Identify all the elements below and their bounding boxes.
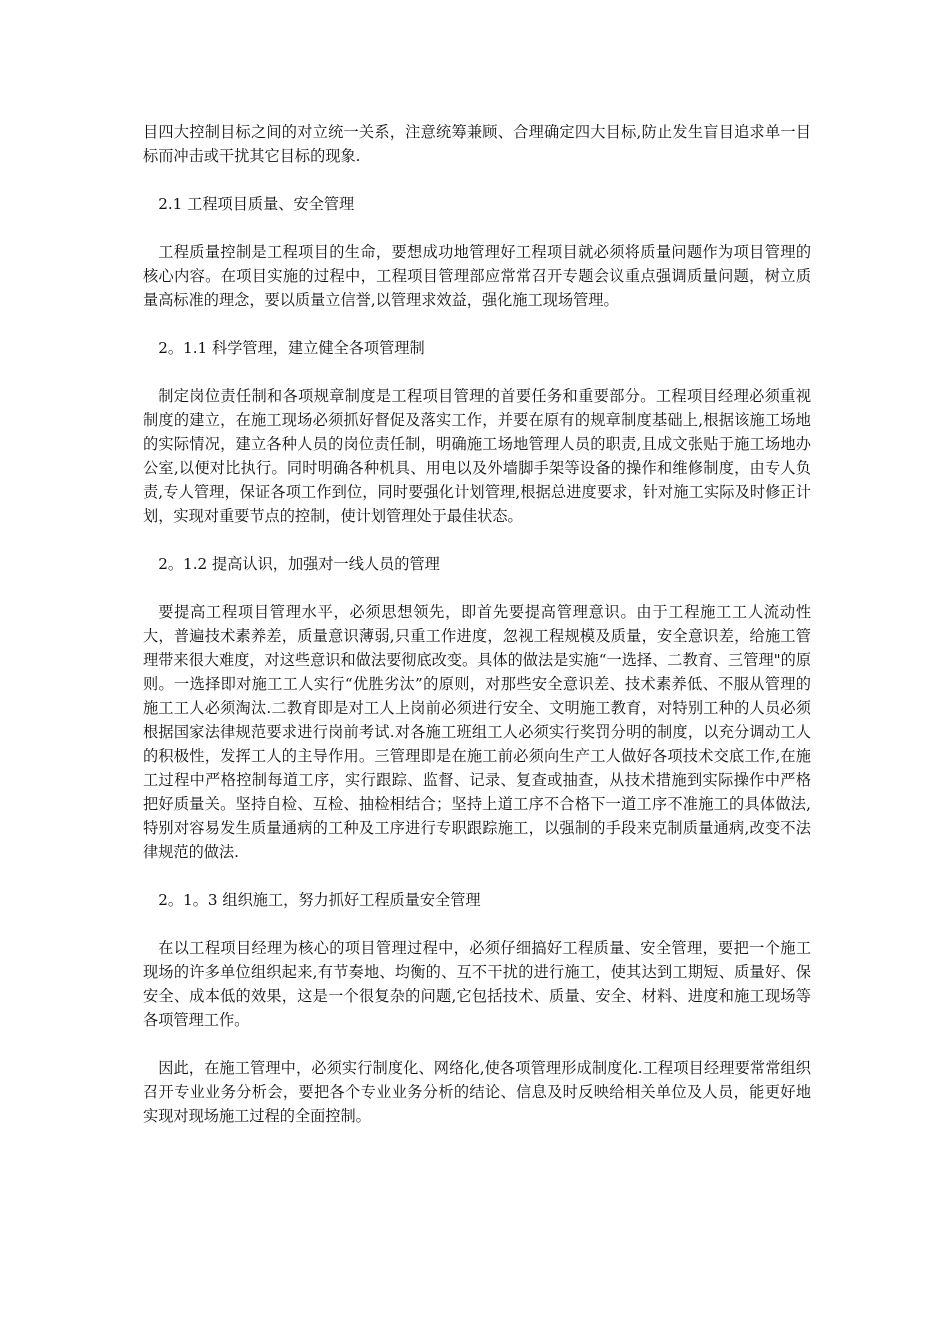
- section-heading-2-1: 2.1 工程项目质量、安全管理: [158, 195, 355, 213]
- paragraph-worker-management: 要提高工程项目管理水平，必须思想领先，即首先要提高管理意识。由于工程施工工人流动性大，普遍技术素养差，质量意识薄弱,只重工作进度，忽视工程规模及质量，安全意识差，给施工管理带来很大难度，对这些意识和做法要彻底改变。具体的做法是实施“一选择、二教育、三管理"的原则。一选择即对施工工人实行“优胜劣汰”的原则，对那些安全意识差、技术素养低、不服从管理的施工工人必须淘汰.二教育即是对工人上岗前必须进行安全、文明施工教育，对特别工种的人员必须根据国家法律规范要求进行岗前考试.对各施工班组工人必须实行奖罚分明的制度，以充分调动工人的积极性，发挥工人的主导作用。三管理即是在施工前必须向生产工人做好各项技术交底工作,在施工过程中严格控制每道工序，实行跟踪、监督、记录、复查或抽查，从技术措施到实际操作中严格把好质量关。坚持自检、互检、抽检相结合；坚持上道工序不合格下一道工序不准施工的具体做法,特别对容易发生质量通病的工种及工序进行专职跟踪施工，以强制的手段来克制质量通病,改变不法律规范的做法.: [143, 603, 811, 861]
- section-heading-2-1-2: 2。1.2 提高认识，加强对一线人员的管理: [158, 555, 440, 573]
- paragraph-institutionalize: 因此，在施工管理中，必须实行制度化、网络化,使各项管理形成制度化.工程项目经理要常常组织召开专业业务分析会，要把各个专业业务分析的结论、信息及时反映给相关单位及人员，能更好地实现对现场施工过程的全面控制。: [143, 1059, 811, 1125]
- paragraph-organize-construction: 在以工程项目经理为核心的项目管理过程中，必须仔细搞好工程质量、安全管理，要把一个施工现场的许多单位组织起来,有节奏地、均衡的、互不干扰的进行施工，使其达到工期短、质量好、保安全、成本低的效果，这是一个很复杂的问题,它包括技术、质量、安全、材料、进度和施工现场等各项管理工作。: [143, 939, 811, 1029]
- paragraph-intro-continued: 目四大控制目标之间的对立统一关系，注意统筹兼顾、合理确定四大目标,防止发生盲目追求单一目标而冲击或干扰其它目标的现象.: [143, 123, 811, 165]
- paragraph-rules-system: 制定岗位责任制和各项规章制度是工程项目管理的首要任务和重要部分。工程项目经理必须重视制度的建立，在施工现场必须抓好督促及落实工作，并要在原有的规章制度基础上,根据该施工场地的实际情况，建立各种人员的岗位责任制，明确施工场地管理人员的职责,且成文张贴于施工场地办公室,以便对比执行。同时明确各种机具、用电以及外墙脚手架等设备的操作和维修制度，由专人负责,专人管理，保证各项工作到位，同时要强化计划管理,根据总进度要求，针对施工实际及时修正计划，实现对重要节点的控制，使计划管理处于最佳状态。: [143, 387, 811, 525]
- document-page: [143, 120, 811, 1152]
- paragraph-quality-control: 工程质量控制是工程项目的生命，要想成功地管理好工程项目就必须将质量问题作为项目管理的核心内容。在项目实施的过程中，工程项目管理部应常常召开专题会议重点强调质量问题，树立质量高标准的理念，要以质量立信誉,以管理求效益，强化施工现场管理。: [143, 243, 811, 309]
- section-heading-2-1-3: 2。1。3 组织施工，努力抓好工程质量安全管理: [158, 891, 481, 909]
- section-heading-2-1-1: 2。1.1 科学管理，建立健全各项管理制: [158, 339, 425, 357]
